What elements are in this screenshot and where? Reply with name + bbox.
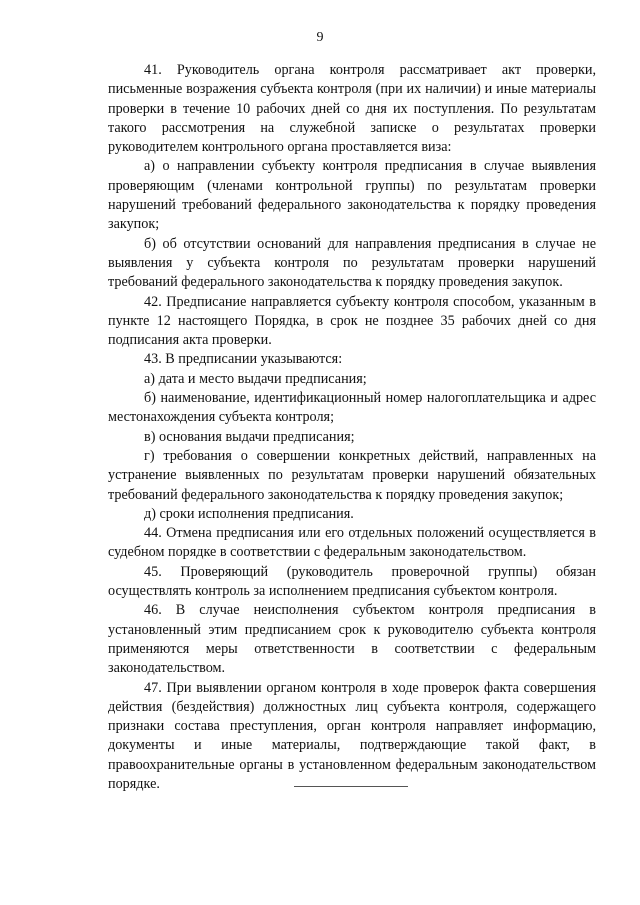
- paragraph-41-a: а) о направлении субъекту контроля предписания в случае выявления проверяющим (членами контрольной группы) по результатам проверки нарушений требований федерального законодательства к порядку проведения закупок;: [108, 158, 596, 233]
- paragraph-43-d: д) сроки исполнения предписания.: [144, 505, 354, 522]
- paragraph-43-v: в) основания выдачи предписания;: [144, 428, 355, 445]
- paragraph-43-b: б) наименование, идентификационный номер налогоплательщика и адрес местонахождения субъекта контроля;: [108, 390, 596, 426]
- paragraph-41-b: б) об отсутствии оснований для направления предписания в случае не выявления у субъекта контроля по результатам проверки нарушений требований федерального законодательства к порядку проведения закупок.: [108, 235, 596, 291]
- paragraph-47: 47. При выявлении органом контроля в ходе проверок факта совершения действия (бездействия) должностных лиц субъекта контроля, содержащего признаки состава преступления, орган контроля направляет информацию, документы и иные материалы, подтверждающие такой факт, в правоохранительные органы в установленном федеральным законодательством порядке.: [108, 679, 596, 792]
- paragraph-42: 42. Предписание направляется субъекту контроля способом, указанным в пункте 12 настоящего Порядка, в срок не позднее 35 рабочих дней со дня подписания акта проверки.: [108, 293, 596, 349]
- paragraph-44: 44. Отмена предписания или его отдельных положений осуществляется в судебном порядке в соответствии с федеральным законодательством.: [108, 525, 596, 561]
- page-number: 9: [316, 30, 324, 45]
- paragraph-43-g: г) требования о совершении конкретных действий, направленных на устранение выявленных по результатам проверки нарушений обязательных требований федерального законодательства к порядку проведения закупок;: [108, 447, 596, 503]
- paragraph-46: 46. В случае неисполнения субъектом контроля предписания в установленный этим предписанием срок к руководителю субъекта контроля применяются меры ответственности в соответствии с федеральным законодательством.: [108, 602, 596, 677]
- paragraph-43-a: а) дата и место выдачи предписания;: [144, 370, 367, 387]
- paragraph-41: 41. Руководитель органа контроля рассматривает акт проверки, письменные возражения субъекта контроля (при их наличии) и иные материалы проверки в течение 10 рабочих дней со дня их поступления. По результатам такого рассмотрения на служебной записке о результатах проверки руководителем контрольного органа проставляется виза:: [108, 62, 596, 156]
- paragraph-43: 43. В предписании указываются:: [144, 351, 343, 368]
- document-body: [108, 61, 596, 794]
- paragraph-45: 45. Проверяющий (руководитель проверочной группы) обязан осуществлять контроль за исполнением предписания субъектом контроля.: [108, 563, 596, 600]
- end-divider-line: [294, 786, 408, 787]
